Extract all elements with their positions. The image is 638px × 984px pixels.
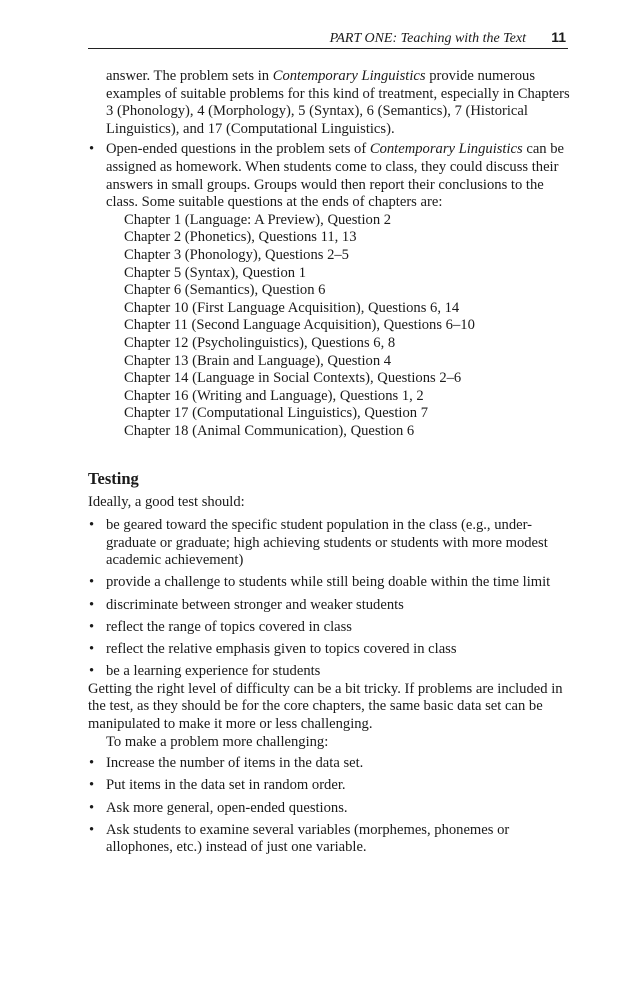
continued-text-before: answer. The problem sets in bbox=[106, 68, 273, 84]
running-header-title: PART ONE: Teaching with the Text bbox=[329, 31, 526, 46]
page-number: 11 bbox=[551, 29, 566, 45]
open-ended-list bbox=[88, 141, 570, 211]
challenge-tips-list bbox=[88, 755, 570, 857]
chapter-item: Chapter 16 (Writing and Language), Questions 1, 2 bbox=[124, 387, 424, 404]
chapter-item: Chapter 18 (Animal Communication), Question 6 bbox=[124, 422, 415, 439]
chapter-item: Chapter 17 (Computational Linguistics), Question 7 bbox=[124, 405, 428, 422]
chapter-item: Chapter 10 (First Language Acquisition), Questions 6, 14 bbox=[124, 299, 460, 316]
chapter-item: Chapter 11 (Second Language Acquisition), Questions 6–10 bbox=[124, 317, 475, 334]
chapter-item: Chapter 12 (Psycholinguistics), Questions 6, 8 bbox=[124, 334, 396, 351]
continued-paragraph bbox=[88, 68, 570, 138]
page-body bbox=[88, 68, 570, 857]
section-heading: Testing bbox=[88, 469, 139, 489]
continued-text-after: provide numerous examples of suitable problems for this kind of treatment, especially in Chapters 3 (Phonology), 4 (Morphology), 5 (Syntax), 6 (Semantics), 7 (Historical Linguistics), and 17 (Computational Linguistics). bbox=[106, 68, 570, 137]
chapter-item: Chapter 14 (Language in Social Contexts), Questions 2–6 bbox=[124, 370, 462, 387]
list-item: • be a learning experience for students bbox=[88, 663, 570, 681]
list-item: • reflect the range of topics covered in class bbox=[88, 619, 570, 637]
chapter-item: Chapter 13 (Brain and Language), Question 4 bbox=[124, 352, 392, 369]
list-item: • be geared toward the specific student population in the class (e.g., under-graduate or graduate; high achieving students or students with more modest academic achievement) bbox=[88, 517, 570, 570]
list-item: • provide a challenge to students while still being doable within the time limit bbox=[88, 574, 570, 592]
open-ended-text-after: can be assigned as homework. When students come to class, they could discuss their answers in small groups. Groups would then report their conclusions to the class. Some suitable questions at the ends of chapters are: bbox=[106, 141, 565, 211]
chapter-question-list bbox=[88, 212, 570, 441]
difficulty-paragraph: Getting the right level of difficulty can be a bit tricky. If problems are included in the test, as they should be for the core chapters, the same basic data set can be manipulated to make it more or less challenging. bbox=[88, 680, 563, 732]
list-item bbox=[88, 141, 570, 211]
chapter-item: Chapter 6 (Semantics), Question 6 bbox=[124, 282, 326, 299]
chapter-item: Chapter 5 (Syntax), Question 1 bbox=[124, 264, 306, 281]
list-item: • Put items in the data set in random order. bbox=[88, 777, 570, 795]
open-ended-text-before: Open-ended questions in the problem sets of bbox=[106, 141, 370, 158]
chapter-item: Chapter 2 (Phonetics), Questions 11, 13 bbox=[124, 229, 357, 246]
challenge-intro: To make a problem more challenging: bbox=[106, 733, 329, 750]
testing-intro: Ideally, a good test should: bbox=[88, 494, 245, 511]
book-title: Contemporary Linguistics bbox=[272, 68, 426, 84]
test-criteria-list bbox=[88, 517, 570, 681]
list-item: • Ask students to examine several variables (morphemes, phonemes or allophones, etc.) instead of just one variable. bbox=[88, 822, 570, 857]
chapter-item: Chapter 1 (Language: A Preview), Question 2 bbox=[124, 211, 392, 228]
list-item: • Ask more general, open-ended questions. bbox=[88, 800, 570, 818]
running-header bbox=[88, 28, 568, 49]
chapter-item: Chapter 3 (Phonology), Questions 2–5 bbox=[124, 246, 349, 263]
list-item: • discriminate between stronger and weaker students bbox=[88, 597, 570, 615]
book-title: Contemporary Linguistics bbox=[369, 141, 523, 158]
list-item: • Increase the number of items in the data set. bbox=[88, 755, 570, 773]
list-item: • reflect the relative emphasis given to topics covered in class bbox=[88, 641, 570, 659]
